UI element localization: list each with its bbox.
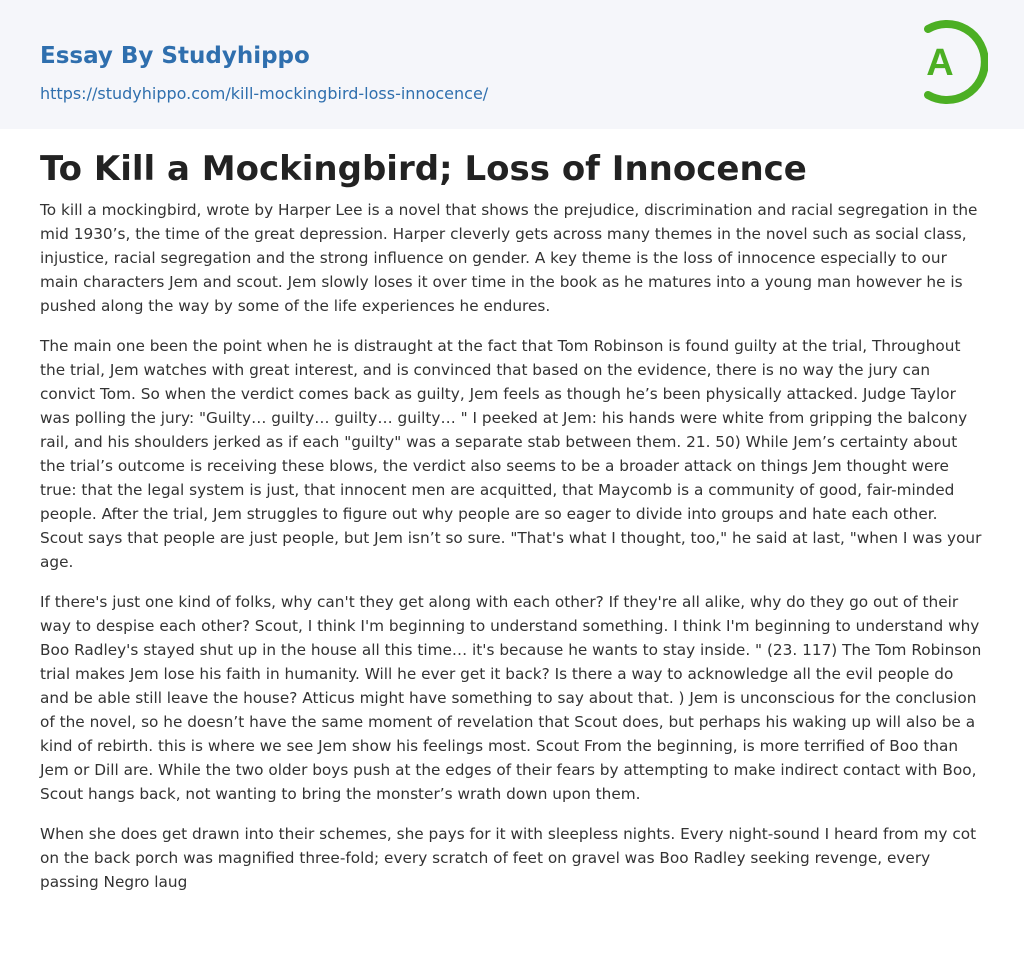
site-header <box>0 0 1024 129</box>
article <box>0 148 1024 894</box>
article-paragraph-4: When she does get drawn into their schemes, she pays for it with sleepless nights. Every night-sound I heard from my cot on the back porch was magnified three-fold; every scratch of feet on gravel was Boo Radley seeking revenge, every passing Negro laug <box>40 825 977 891</box>
article-paragraph-1: To kill a mockingbird, wrote by Harper Lee is a novel that shows the prejudice, discrimination and racial segregation in the mid 1930’s, the time of the great depression. Harper cleverly gets across many themes in the novel such as social class, injustice, racial segregation and the strong influence on gender. A key theme is the loss of innocence especially to our main characters Jem and scout. Jem slowly loses it over time in the book as he matures into a young man however he is pushed along the way by some of the life experiences he endures. <box>40 201 978 315</box>
article-paragraph-2: The main one been the point when he is distraught at the fact that Tom Robinson is found guilty at the trial, Throughout the trial, Jem watches with great interest, and is convinced that based on the evidence, there is no way the jury can convict Tom. So when the verdict comes back as guilty, Jem feels as though he’s been physically attacked. Judge Taylor was polling the jury: "Guilty… guilty… guilty… guilty… " I peeked at Jem: his hands were white from gripping the balcony rail, and his shoulders jerked as if each "guilty" was a separate stab between them. 21. 50) While Jem’s certainty about the trial’s outcome is receiving these blows, the verdict also seems to be a broader attack on things Jem thought were true: that the legal system is just, that innocent men are acquitted, that Maycomb is a community of good, fair-minded people. After the trial, Jem struggles to figure out why people are so eager to divide into groups and hate each other. Scout says that people are just people, but Jem isn’t so sure. "That's what I thought, too," he said at last, "when I was your age. <box>40 337 982 571</box>
logo-letter: A <box>926 42 954 84</box>
source-url-link[interactable]: https://studyhippo.com/kill-mockingbird-loss-innocence/ <box>40 84 489 103</box>
studyhippo-logo-icon[interactable] <box>906 18 988 106</box>
brand-title[interactable]: Essay By Studyhippo <box>40 43 310 69</box>
page-title: To Kill a Mockingbird; Loss of Innocence <box>40 149 807 189</box>
article-paragraph-3: If there's just one kind of folks, why can't they get along with each other? If they're all alike, why do they go out of their way to despise each other? Scout, I think I'm beginning to understand something. I think I'm beginning to understand why Boo Radley's stayed shut up in the house all this time… it's because he wants to stay inside. " (23. 117) The Tom Robinson trial makes Jem lose his faith in humanity. Will he ever get it back? Is there a way to acknowledge all the evil people do and be able still leave the house? Atticus might have something to say about that. ) Jem is unconscious for the conclusion of the novel, so he doesn’t have the same moment of revelation that Scout does, but perhaps his waking up will also be a kind of rebirth. this is where we see Jem show his feelings most. Scout From the beginning, is more terrified of Boo than Jem or Dill are. While the two older boys push at the edges of their fears by attempting to make indirect contact with Boo, Scout hangs back, not wanting to bring the monster’s wrath down upon them. <box>40 593 982 803</box>
